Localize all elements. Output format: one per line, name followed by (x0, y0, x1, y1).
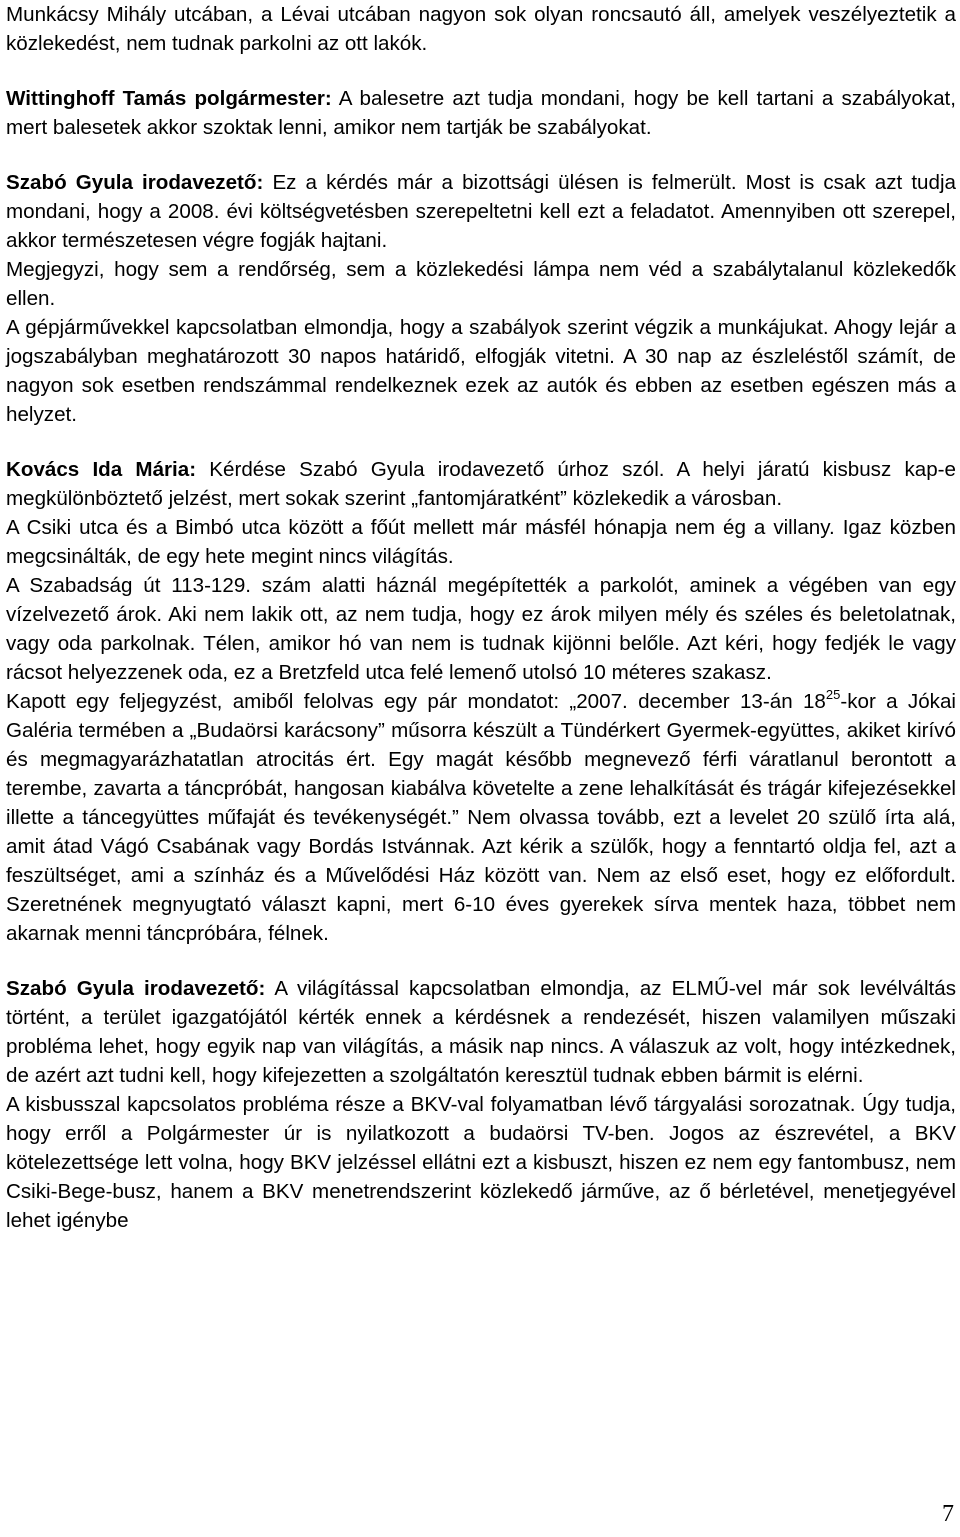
paragraph-rendorseg (6, 255, 956, 313)
speaker-name: Wittinghoff Tamás polgármester: (6, 87, 332, 110)
paragraph-feljegyzes (6, 687, 956, 948)
paragraph-text: Kérdése Szabó Gyula irodavezető úrhoz szól. A helyi járatú kisbusz kap-e megkülönböztető jelzést, mert sokak szerint „fantomjáratként” közlekedik a városban. (6, 458, 956, 510)
document-page (6, 0, 956, 1235)
paragraph-text: A balesetre azt tudja mondani, hogy be kell tartani a szabályokat, mert balesetek akkor szoktak lenni, amikor nem tartják be szabályokat. (6, 87, 956, 139)
paragraph-irodavezeto-1 (6, 168, 956, 255)
speaker-name: Kovács Ida Mária: (6, 458, 197, 481)
paragraph-text: A Csiki utca és a Bimbó utca között a főút mellett már másfél hónapja nem ég a villany. Igaz közben megcsinálták, de egy hete megint nincs világítás. (6, 516, 956, 568)
paragraph-parkolo (6, 571, 956, 687)
paragraph-polgarmester (6, 84, 956, 142)
paragraph-roncsauto (6, 0, 956, 58)
paragraph-irodavezeto-2 (6, 974, 956, 1090)
paragraph-text: Ez a kérdés már a bizottsági ülésen is felmerült. Most is csak azt tudja mondani, hogy a 2008. évi költségvetésben szerepeltetni kell ezt a feladatot. Amennyiben ott szerepel, akkor természetesen végre fogják hajtani. (6, 171, 956, 252)
superscript-time: 25 (825, 687, 841, 702)
paragraph-text: Munkácsy Mihály utcában, a Lévai utcában nagyon sok olyan roncsautó áll, amelyek veszélyeztetik a közlekedést, nem tudnak parkolni az ott lakók. (6, 3, 956, 55)
paragraph-kisbusz (6, 1090, 956, 1235)
speaker-name: Szabó Gyula irodavezető: (6, 977, 266, 1000)
paragraph-kovacs-ida (6, 455, 956, 513)
paragraph-text: -kor a Jókai Galéria termében a „Budaörsi karácsony” műsorra készült a Tündérkert Gyermek-együttes, akiket kirívó és megmagyarázhatatlan atrocitás ért. Egy magát később megnevező férfi váratlanul berontott a terembe, zavarta a táncpróbát, hangosan kiabálva követelte a zene lehalkítását és trágár kifejezésekkel illette a táncegyüttes műfaját és tevékenységét.” Nem olvassa tovább, ezt a levelet 20 szülő írta alá, amit átad Vágó Csabának vagy Bordás Istvánnak. Azt kérik a szülők, hogy a fenntartó oldja fel, azt a feszültséget, ami a színház és a Művelődési Ház között van. Nem az első eset, hogy ez előfordult. Szeretnének megnyugtató választ kapni, mert 6-10 éves gyerekek sírva mentek haza, többet nem akarnak menni táncpróbára, félnek. (6, 690, 956, 945)
paragraph-text: Kapott egy feljegyzést, amiből felolvas egy pár mondatot: „2007. december 13-án 18 (6, 690, 826, 713)
paragraph-text: A gépjárművekkel kapcsolatban elmondja, hogy a szabályok szerint végzik a munkájukat. Ahogy lejár a jogszabályban meghatározott 30 napos határidő, elfogják vitetni. A 30 nap az észleléstől számít, de nagyon sok esetben rendszámmal rendelkeznek ezek az autók és ebben az esetben egészen más a helyzet. (6, 316, 956, 426)
paragraph-text: A Szabadság út 113-129. szám alatti háznál megépítették a parkolót, aminek a végében van egy vízelvezető árok. Aki nem lakik ott, az nem tudja, hogy ez árok milyen mély és széles és beletolatnak, vagy oda parkolnak. Télen, amikor hó van nem is tudnak kijönni belőle. Azt kéri, hogy fedjék le vagy rácsot helyezzenek oda, ez a Bretzfeld utca felé lemenő utolsó 10 méteres szakasz. (6, 574, 956, 684)
paragraph-text: Megjegyzi, hogy sem a rendőrség, sem a közlekedési lámpa nem véd a szabálytalanul közlekedők ellen. (6, 258, 956, 310)
paragraph-text: A világítással kapcsolatban elmondja, az ELMŰ-vel már sok levélváltás történt, a terület igazgatójától kérték ennek a kérdésnek a rendezését, hiszen valamilyen műszaki probléma lehet, hogy egyik nap van világítás, a másik nap nincs. A válaszuk az volt, hogy intézkednek, de azért azt tudni kell, hogy kifejezetten a szolgáltatón keresztül tudnak ebben bármit is elérni. (6, 977, 956, 1087)
page-number: 7 (942, 1501, 954, 1527)
speaker-name: Szabó Gyula irodavezető: (6, 171, 264, 194)
paragraph-gepjarmuvek (6, 313, 956, 429)
paragraph-villany (6, 513, 956, 571)
paragraph-text: A kisbusszal kapcsolatos probléma része a BKV-val folyamatban lévő tárgyalási sorozatnak. Úgy tudja, hogy erről a Polgármester úr is nyilatkozott a budaörsi TV-ben. Jogos az észrevétel, a BKV kötelezettsége lett volna, hogy BKV jelzéssel ellátni ezt a kisbuszt, hiszen ez nem egy fantombusz, nem Csiki-Bege-busz, hanem a BKV menetrendszerint közlekedő járműve, az ő bérletével, menetjegyével lehet igénybe (6, 1093, 956, 1232)
